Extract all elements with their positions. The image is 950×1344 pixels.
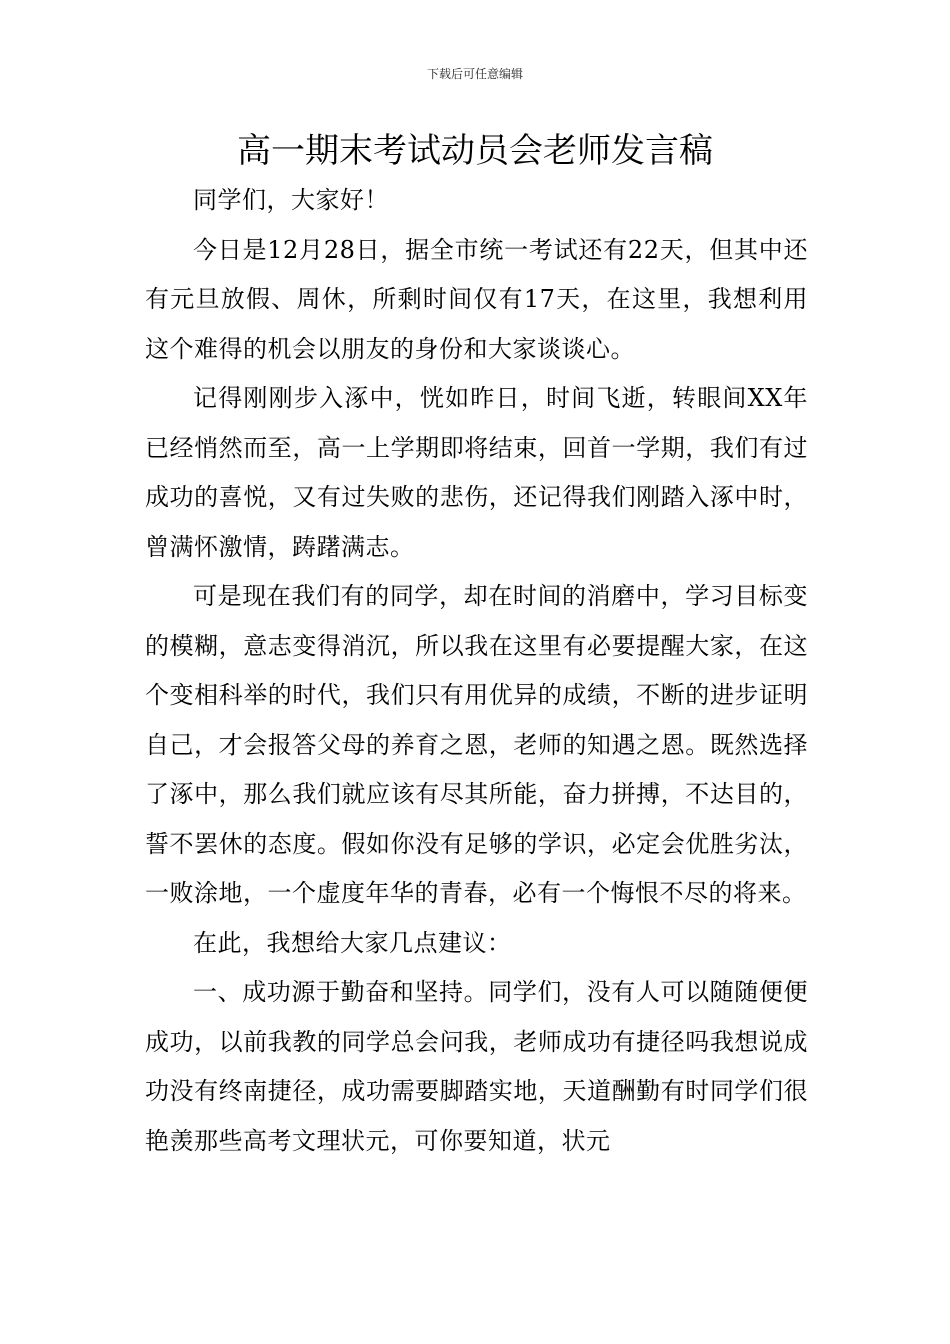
document-body [145, 176, 808, 1166]
paragraph-date: 今日是12月28日，据全市统一考试还有22天，但其中还有元旦放假、周休，所剩时间仅有17天，在这里，我想利用这个难得的机会以朋友的身份和大家谈谈心。 [145, 235, 808, 363]
paragraph-memory: 记得刚刚步入涿中，恍如昨日，时间飞逝，转眼间XX年已经悄然而至，高一上学期即将结束，回首一学期，我们有过成功的喜悦，又有过失败的悲伤，还记得我们刚踏入涿中时，曾满怀激情，踌躇满志。 [145, 384, 808, 561]
paragraph-greeting: 同学们，大家好！ [193, 186, 389, 214]
paragraph-suggestion-intro: 在此，我想给大家几点建议： [193, 928, 512, 957]
paragraph-suggestion-one: 一、成功源于勤奋和坚持。同学们，没有人可以随随便便成功，以前我教的同学总会问我，老师成功有捷径吗我想说成功没有终南捷径，成功需要脚踏实地，天道酬勤有时同学们很艳羡那些高考文理状元，可你要知道，状元 [145, 978, 808, 1155]
document-title: 高一期末考试动员会老师发言稿 [237, 131, 713, 171]
paragraph-reminder: 可是现在我们有的同学，却在时间的消磨中，学习目标变的模糊，意志变得消沉，所以我在这里有必要提醒大家，在这个变相科举的时代，我们只有用优异的成绩，不断的进步证明自己，才会报答父母的养育之恩，老师的知遇之恩。既然选择了涿中，那么我们就应该有尽其所能，奋力拼搏，不达目的，誓不罢休的态度。假如你没有足够的学识，必定会优胜劣汰，一败涂地，一个虚度年华的青春，必有一个悔恨不尽的将来。 [145, 582, 808, 907]
header-note: 下载后可任意编辑 [426, 67, 523, 81]
